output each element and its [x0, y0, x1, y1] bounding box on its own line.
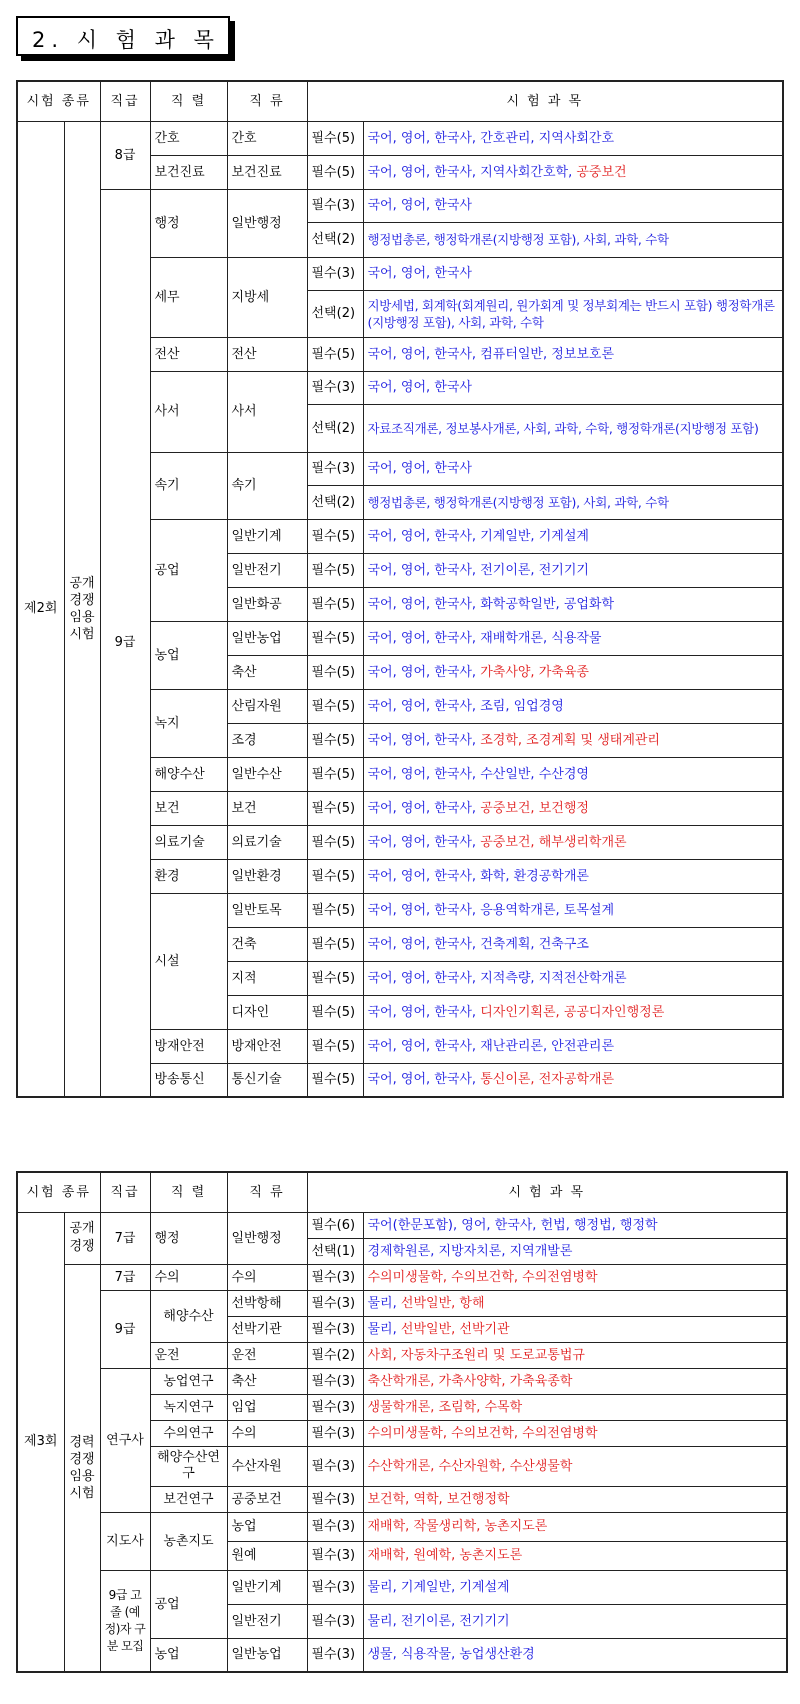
- subjects-cell: [363, 995, 783, 1029]
- series-cell: 사서: [150, 371, 227, 452]
- subjects-cell: 수산학개론, 수산자원학, 수산생물학: [363, 1446, 787, 1486]
- requirement-cell: 필수(3): [307, 1604, 363, 1638]
- series-cell: 속기: [150, 452, 227, 519]
- category-cell: 원예: [227, 1541, 307, 1570]
- requirement-cell: 필수(5): [307, 155, 363, 189]
- series-cell: 공업: [150, 1570, 227, 1638]
- category-cell: 수의: [227, 1264, 307, 1290]
- subjects-part: 물리,: [367, 1321, 401, 1337]
- subjects-cell: 국어, 영어, 한국사, 재난관리론, 안전관리론: [363, 1029, 783, 1063]
- category-cell: 보건진료: [227, 155, 307, 189]
- series-cell: 시설: [150, 893, 227, 1029]
- requirement-cell: 필수(5): [307, 121, 363, 155]
- subjects-cell: 재배학, 작물생리학, 농촌지도론: [363, 1512, 787, 1541]
- subjects-cell: 경제학원론, 지방자치론, 지역개발론: [363, 1238, 787, 1264]
- requirement-cell: 필수(3): [307, 1290, 363, 1316]
- series-cell: 녹지: [150, 689, 227, 757]
- grade-label: 8급: [100, 121, 150, 189]
- requirement-cell: 필수(3): [307, 1570, 363, 1604]
- series-cell: 농업: [150, 621, 227, 689]
- category-cell: 일반행정: [227, 1212, 307, 1264]
- subjects-part-highlight: 공중보건, 해부생리학개론: [480, 834, 627, 850]
- category-cell: 통신기술: [227, 1063, 307, 1097]
- subjects-cell: 생물, 식용작물, 농업생산환경: [363, 1638, 787, 1672]
- subjects-cell: 재배학, 원예학, 농촌지도론: [363, 1541, 787, 1570]
- category-cell: 수산자원: [227, 1446, 307, 1486]
- series-cell: 보건연구: [150, 1486, 227, 1512]
- page-title-box: [16, 16, 230, 56]
- series-cell: 행정: [150, 189, 227, 257]
- requirement-cell: 필수(3): [307, 452, 363, 485]
- category-cell: 일반농업: [227, 1638, 307, 1672]
- category-cell: 지적: [227, 961, 307, 995]
- subjects-part-highlight: 통신이론, 전자공학개론: [480, 1072, 615, 1088]
- requirement-cell: 필수(5): [307, 859, 363, 893]
- category-cell: 운전: [227, 1342, 307, 1368]
- series-cell: 해양수산: [150, 757, 227, 791]
- requirement-cell: 선택(2): [307, 404, 363, 452]
- subjects-cell: 지방세법, 회계학(회계원리, 원가회계 및 정부회계는 반드시 포함) 행정학개론(지방행정 포함), 사회, 과학, 수학: [363, 290, 783, 337]
- category-cell: 일반기계: [227, 519, 307, 553]
- category-cell: 수의: [227, 1420, 307, 1446]
- requirement-cell: 필수(5): [307, 337, 363, 371]
- requirement-cell: 필수(5): [307, 519, 363, 553]
- requirement-cell: 선택(2): [307, 290, 363, 337]
- subjects-cell: 국어, 영어, 한국사: [363, 452, 783, 485]
- requirement-cell: 필수(3): [307, 1512, 363, 1541]
- category-cell: 속기: [227, 452, 307, 519]
- round-label: 제2회: [17, 121, 64, 1097]
- category-cell: 일반전기: [227, 1604, 307, 1638]
- subjects-cell: 국어, 영어, 한국사: [363, 189, 783, 222]
- series-cell: 의료기술: [150, 825, 227, 859]
- subjects-cell: 국어, 영어, 한국사, 화학, 환경공학개론: [363, 859, 783, 893]
- category-cell: 축산: [227, 655, 307, 689]
- subjects-cell: 물리, 전기이론, 전기기기: [363, 1604, 787, 1638]
- subjects-cell: 국어, 영어, 한국사, 전기이론, 전기기기: [363, 553, 783, 587]
- series-cell: 농업연구: [150, 1368, 227, 1394]
- header-subjects: 시 험 과 목: [307, 81, 783, 121]
- subjects-cell: 국어, 영어, 한국사, 응용역학개론, 토목설계: [363, 893, 783, 927]
- header-exam-type: 시험 종류: [17, 1172, 100, 1212]
- requirement-cell: 필수(3): [307, 257, 363, 290]
- requirement-cell: 선택(2): [307, 485, 363, 519]
- requirement-cell: 필수(3): [307, 189, 363, 222]
- subjects-cell: 국어, 영어, 한국사, 건축계획, 건축구조: [363, 927, 783, 961]
- series-cell: 보건진료: [150, 155, 227, 189]
- grade-label: 9급: [100, 1290, 150, 1368]
- exam-type-label: 공개경쟁: [64, 1212, 100, 1264]
- round-label: 제3회: [17, 1212, 64, 1672]
- subjects-cell: 보건학, 역학, 보건행정학: [363, 1486, 787, 1512]
- grade-label: 7급: [100, 1264, 150, 1290]
- subjects-cell: 국어, 영어, 한국사, 조림, 임업경영: [363, 689, 783, 723]
- category-cell: 간호: [227, 121, 307, 155]
- series-cell: 수의연구: [150, 1420, 227, 1446]
- category-cell: 공중보건: [227, 1486, 307, 1512]
- subjects-part-highlight: 공중보건: [576, 164, 627, 180]
- header-category: 직 류: [227, 1172, 307, 1212]
- subjects-cell: [363, 655, 783, 689]
- series-cell: 공업: [150, 519, 227, 621]
- category-cell: 일반수산: [227, 757, 307, 791]
- subjects-part-highlight: 선박일반, 항해: [400, 1295, 485, 1311]
- subjects-cell: 국어, 영어, 한국사, 간호관리, 지역사회간호: [363, 121, 783, 155]
- subjects-cell: [363, 1290, 787, 1316]
- subjects-part: 국어, 영어, 한국사,: [367, 1004, 481, 1020]
- subjects-part-highlight: 가축사양, 가축육종: [480, 664, 589, 680]
- requirement-cell: 필수(5): [307, 927, 363, 961]
- exam-type-label: 경력경쟁임용시험: [64, 1264, 100, 1672]
- subjects-part: 물리,: [367, 1295, 401, 1311]
- requirement-cell: 필수(3): [307, 1394, 363, 1420]
- grade-label: 지도사: [100, 1512, 150, 1570]
- requirement-cell: 선택(2): [307, 222, 363, 257]
- requirement-cell: 필수(5): [307, 723, 363, 757]
- series-cell: 해양수산: [150, 1290, 227, 1342]
- category-cell: 선박기관: [227, 1316, 307, 1342]
- page-title: 2. 시 험 과 목: [32, 28, 220, 52]
- grade-label: 9급: [100, 189, 150, 1097]
- series-cell: 세무: [150, 257, 227, 337]
- series-cell: 방재안전: [150, 1029, 227, 1063]
- category-cell: 보건: [227, 791, 307, 825]
- subjects-part-highlight: 공중보건, 보건행정: [480, 800, 589, 816]
- subjects-cell: 물리, 기계일반, 기계설계: [363, 1570, 787, 1604]
- requirement-cell: 필수(5): [307, 553, 363, 587]
- category-cell: 선박항해: [227, 1290, 307, 1316]
- requirement-cell: 필수(5): [307, 621, 363, 655]
- subjects-cell: 국어, 영어, 한국사, 재배학개론, 식용작물: [363, 621, 783, 655]
- subjects-cell: 생물학개론, 조림학, 수목학: [363, 1394, 787, 1420]
- subjects-cell: 축산학개론, 가축사양학, 가축육종학: [363, 1368, 787, 1394]
- requirement-cell: 필수(3): [307, 1264, 363, 1290]
- subjects-cell: [363, 723, 783, 757]
- category-cell: 일반기계: [227, 1570, 307, 1604]
- category-cell: 산림자원: [227, 689, 307, 723]
- subjects-part: 국어, 영어, 한국사,: [367, 1072, 481, 1088]
- subjects-cell: 국어, 영어, 한국사, 화학공학일반, 공업화학: [363, 587, 783, 621]
- subjects-cell: 국어, 영어, 한국사, 컴퓨터일반, 정보보호론: [363, 337, 783, 371]
- subjects-cell: 수의미생물학, 수의보건학, 수의전염병학: [363, 1420, 787, 1446]
- category-cell: 일반토목: [227, 893, 307, 927]
- category-cell: 일반환경: [227, 859, 307, 893]
- exam-subjects-table-round2: [16, 80, 784, 1098]
- grade-label: 연구사: [100, 1368, 150, 1512]
- requirement-cell: 필수(5): [307, 1029, 363, 1063]
- series-cell: 농촌지도: [150, 1512, 227, 1570]
- subjects-part-highlight: 조경학, 조경계획 및 생태계관리: [480, 732, 660, 748]
- header-grade: 직급: [100, 81, 150, 121]
- requirement-cell: 선택(1): [307, 1238, 363, 1264]
- subjects-cell: 자료조직개론, 정보봉사개론, 사회, 과학, 수학, 행정학개론(지방행정 포함): [363, 404, 783, 452]
- subjects-cell: [363, 155, 783, 189]
- subjects-part: 국어, 영어, 한국사,: [367, 664, 481, 680]
- subjects-part: 국어, 영어, 한국사,: [367, 732, 481, 748]
- series-cell: 해양수산연구: [150, 1446, 227, 1486]
- category-cell: 지방세: [227, 257, 307, 337]
- header-series: 직 렬: [150, 81, 227, 121]
- category-cell: 임업: [227, 1394, 307, 1420]
- header-exam-type: 시험 종류: [17, 81, 100, 121]
- requirement-cell: 필수(3): [307, 1316, 363, 1342]
- subjects-cell: 행정법총론, 행정학개론(지방행정 포함), 사회, 과학, 수학: [363, 222, 783, 257]
- requirement-cell: 필수(5): [307, 893, 363, 927]
- header-series: 직 렬: [150, 1172, 227, 1212]
- subjects-cell: 국어(한문포함), 영어, 한국사, 헌법, 행정법, 행정학: [363, 1212, 787, 1238]
- header-grade: 직급: [100, 1172, 150, 1212]
- header-row: [17, 1172, 787, 1212]
- category-cell: 전산: [227, 337, 307, 371]
- requirement-cell: 필수(3): [307, 1420, 363, 1446]
- exam-subjects-table-round3: [16, 1171, 788, 1673]
- subjects-cell: [363, 1063, 783, 1097]
- category-cell: 건축: [227, 927, 307, 961]
- subjects-cell: 국어, 영어, 한국사, 지적측량, 지적전산학개론: [363, 961, 783, 995]
- requirement-cell: 필수(5): [307, 689, 363, 723]
- series-cell: 행정: [150, 1212, 227, 1264]
- category-cell: 축산: [227, 1368, 307, 1394]
- series-cell: 보건: [150, 791, 227, 825]
- series-cell: 간호: [150, 121, 227, 155]
- subjects-cell: [363, 791, 783, 825]
- series-cell: 수의: [150, 1264, 227, 1290]
- category-cell: 일반화공: [227, 587, 307, 621]
- series-cell: 방송통신: [150, 1063, 227, 1097]
- requirement-cell: 필수(5): [307, 995, 363, 1029]
- requirement-cell: 필수(5): [307, 791, 363, 825]
- category-cell: 일반농업: [227, 621, 307, 655]
- requirement-cell: 필수(5): [307, 655, 363, 689]
- subjects-cell: 국어, 영어, 한국사, 수산일반, 수산경영: [363, 757, 783, 791]
- requirement-cell: 필수(3): [307, 371, 363, 404]
- category-cell: 조경: [227, 723, 307, 757]
- requirement-cell: 필수(3): [307, 1486, 363, 1512]
- subjects-part: 국어, 영어, 한국사,: [367, 800, 481, 816]
- category-cell: 사서: [227, 371, 307, 452]
- requirement-cell: 필수(3): [307, 1446, 363, 1486]
- subjects-part-highlight: 선박일반, 선박기관: [400, 1321, 510, 1337]
- category-cell: 농업: [227, 1512, 307, 1541]
- category-cell: 의료기술: [227, 825, 307, 859]
- subjects-cell: 국어, 영어, 한국사: [363, 257, 783, 290]
- subjects-part-highlight: 디자인기획론, 공공디자인행정론: [480, 1004, 665, 1020]
- requirement-cell: 필수(5): [307, 961, 363, 995]
- requirement-cell: 필수(5): [307, 757, 363, 791]
- subjects-cell: 국어, 영어, 한국사, 기계일반, 기계설계: [363, 519, 783, 553]
- exam-type-label: 공개경쟁임용시험: [64, 121, 100, 1097]
- requirement-cell: 필수(3): [307, 1638, 363, 1672]
- header-category: 직 류: [227, 81, 307, 121]
- requirement-cell: 필수(5): [307, 1063, 363, 1097]
- subjects-cell: [363, 1316, 787, 1342]
- subjects-part: 국어, 영어, 한국사, 지역사회간호학,: [367, 164, 577, 180]
- category-cell: 디자인: [227, 995, 307, 1029]
- requirement-cell: 필수(2): [307, 1342, 363, 1368]
- series-cell: 전산: [150, 337, 227, 371]
- grade-label: 9급 고졸 (예정)자 구분 모집: [100, 1570, 150, 1672]
- series-cell: 농업: [150, 1638, 227, 1672]
- header-row: [17, 81, 783, 121]
- requirement-cell: 필수(6): [307, 1212, 363, 1238]
- subjects-cell: 사회, 자동차구조원리 및 도로교통법규: [363, 1342, 787, 1368]
- subjects-cell: 수의미생물학, 수의보건학, 수의전염병학: [363, 1264, 787, 1290]
- requirement-cell: 필수(3): [307, 1541, 363, 1570]
- requirement-cell: 필수(3): [307, 1368, 363, 1394]
- requirement-cell: 필수(5): [307, 587, 363, 621]
- subjects-cell: 국어, 영어, 한국사: [363, 371, 783, 404]
- subjects-part: 국어, 영어, 한국사,: [367, 834, 481, 850]
- series-cell: 운전: [150, 1342, 227, 1368]
- grade-label: 7급: [100, 1212, 150, 1264]
- subjects-cell: 행정법총론, 행정학개론(지방행정 포함), 사회, 과학, 수학: [363, 485, 783, 519]
- series-cell: 녹지연구: [150, 1394, 227, 1420]
- category-cell: 방재안전: [227, 1029, 307, 1063]
- requirement-cell: 필수(5): [307, 825, 363, 859]
- category-cell: 일반행정: [227, 189, 307, 257]
- series-cell: 환경: [150, 859, 227, 893]
- subjects-cell: [363, 825, 783, 859]
- header-subjects: 시 험 과 목: [307, 1172, 787, 1212]
- category-cell: 일반전기: [227, 553, 307, 587]
